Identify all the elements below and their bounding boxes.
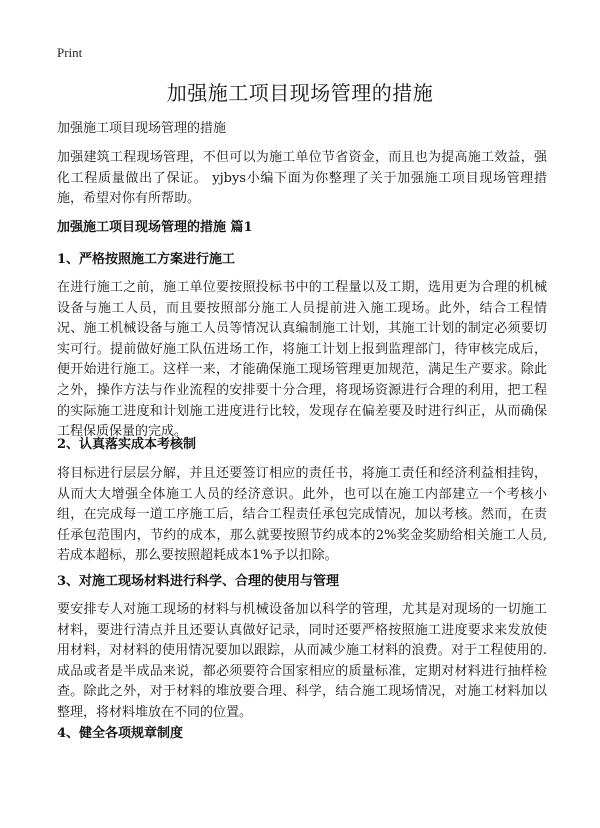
section-heading-4: 4、健全各项规章制度 [57,726,184,741]
section-paragraph-2: 将目标进行层层分解，并且还要签订相应的责任书，将施工责任和经济利益相挂钩，从而大大增强全体施工人员的经济意识。此外，也可以在施工内部建立一个考核小组，在完成每一道工序施工后，结合工程责任承包完成情况，加以考核。然而，在责任承包范围内，节约的成本，那么就要按照节约成本的2%奖金奖励给相关施工人员,若成本超标，那么要按照超耗成本1%予以扣除。 [57,466,547,564]
document-subtitle: 加强施工项目现场管理的措施 [57,121,227,136]
section-paragraph-1: 在进行施工之前，施工单位要按照投标书中的工程量以及工期，选用更为合理的机械设备与施工人员，而且要按照部分施工人员提前进入施工现场。此外，结合工程情况、施工机械设备与施工人员等情况认真编制施工计划，其施工计划的制定必须要切实可行。提前做好施工队伍进场工作，将施工计划上报到监理部门，待审核完成后，便开始进行施工。这样一来，才能确保施工现场管理更加规范，满足生产要求。除此之外，操作方法与作业流程的安排要十分合理，将现场资源进行合理的利用，把工程的实际施工进度和计划施工进度进行比较，发现存在偏差要及时进行纠正，从而确保工程保质保量的完成。 [57,280,547,440]
section-paragraph-3: 要安排专人对施工现场的材料与机械设备加以科学的管理，尤其是对现场的一切施工材料，要进行清点并且还要认真做好记录，同时还要严格按照施工进度要求来发放使用材料，对材料的使用情况要加以跟踪，从而减少施工材料的浪费。对于工程使用的.成品或者是半成品来说，都必须要符合国家相应的质量标准，定期对材料进行抽样检查。除此之外，对于材料的堆放要合理、科学，结合施工现场情况，对施工材料加以整理，将材料堆放在不同的位置。 [57,602,547,720]
article-heading: 加强施工项目现场管理的措施 篇1 [57,220,253,235]
print-label[interactable]: Print [57,45,83,60]
section-heading-2: 2、认真落实成本考核制 [57,437,197,452]
intro-paragraph: 加强建筑工程现场管理，不但可以为施工单位节省资金，而且也为提高施工效益，强化工程质量做出了保证。 yjbys小编下面为你整理了关于加强施工项目现场管理措施，希望对你有所帮助。 [57,150,547,207]
page-title: 加强施工项目现场管理的措施 [166,81,434,105]
section-heading-1: 1、严格按照施工方案进行施工 [57,252,236,267]
section-heading-3: 3、对施工现场材料进行科学、合理的使用与管理 [57,574,340,589]
